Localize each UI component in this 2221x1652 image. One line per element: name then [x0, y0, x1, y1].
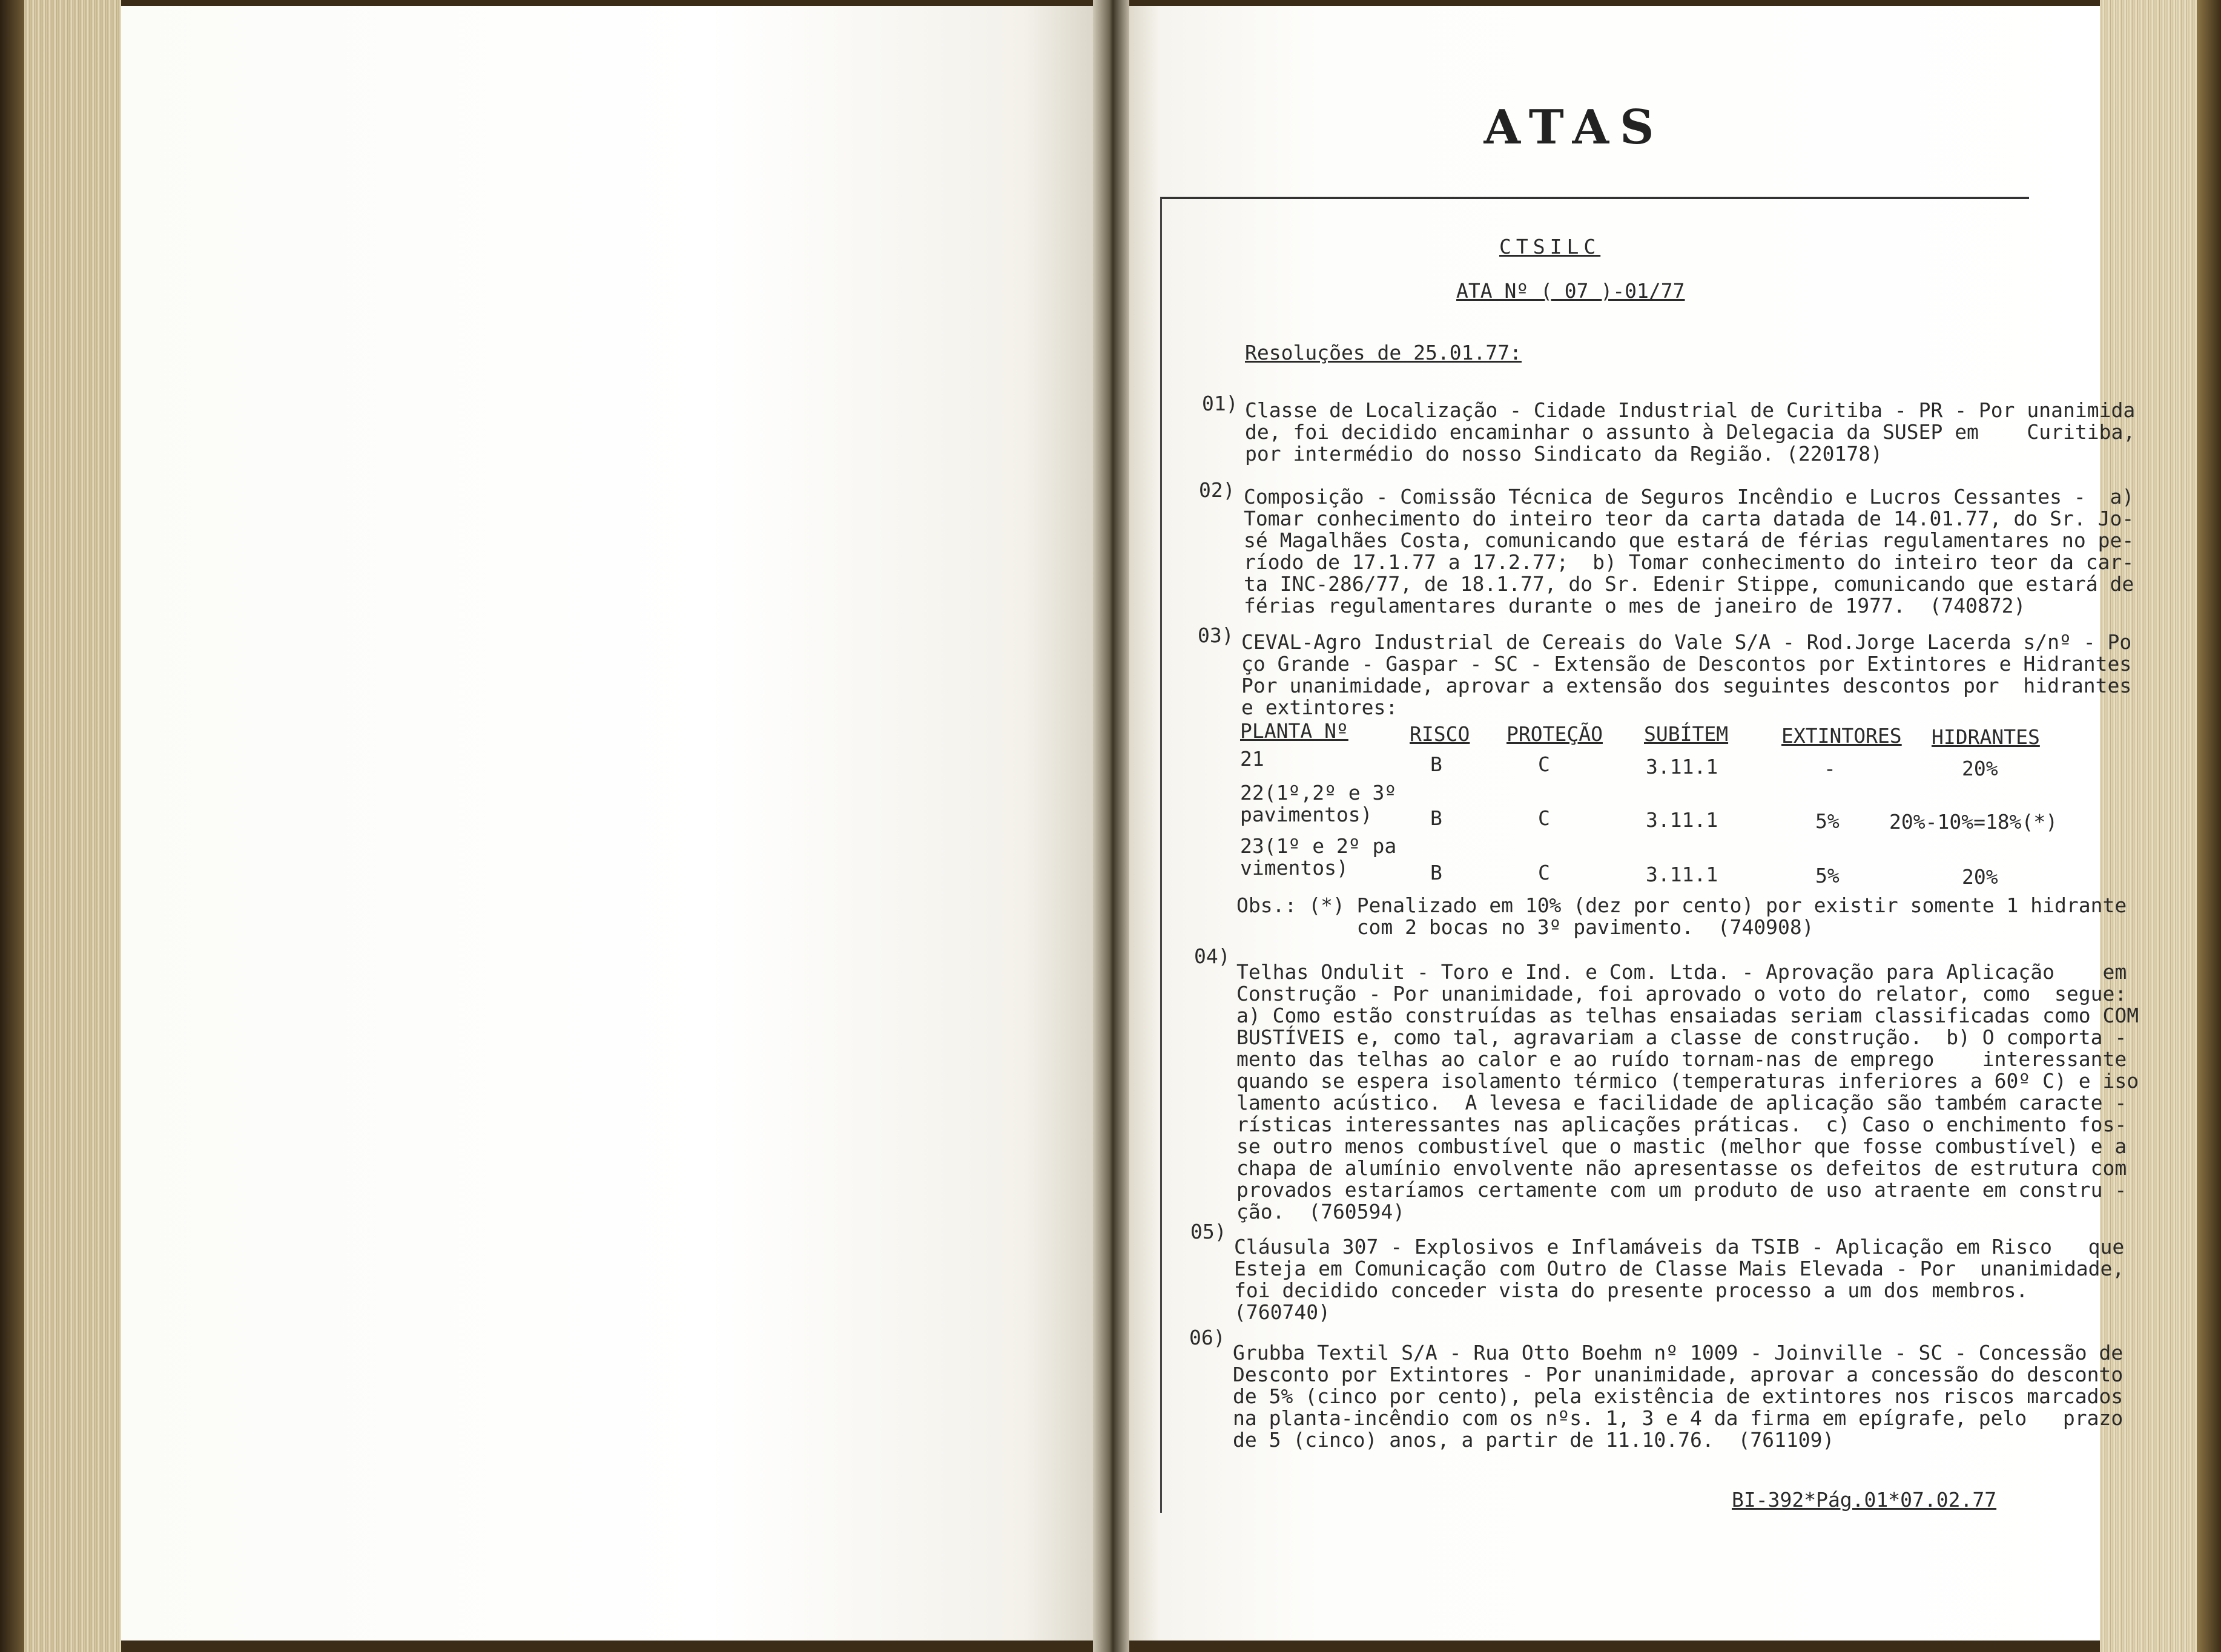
item-06-line: de 5 (cinco) anos, a partir de 11.10.76. (761109) — [1233, 1428, 1835, 1452]
item-06-line: na planta-incêndio com os nºs. 1, 3 e 4 da firma em epígrafe, pelo prazo — [1233, 1406, 2124, 1430]
item-03-line: e extintores: — [1241, 696, 1398, 719]
table-cell-hidrantes: 20% — [1962, 865, 1998, 889]
item-04-line: se outro menos combustível que o mastic (melhor que fosse combustível) e a — [1236, 1134, 2127, 1158]
item-05-line: (760740) — [1234, 1300, 1330, 1324]
item-04-line: Construção - Por unanimidade, foi aprovado o voto do relator, como segue: — [1236, 982, 2127, 1005]
item-01-line: por intermédio do nosso Sindicato da Região. (220178) — [1245, 442, 1883, 466]
item-number: 04) — [1194, 944, 1230, 968]
table-cell-planta: 21 — [1240, 747, 1264, 771]
table-cell-risco: B — [1430, 861, 1442, 884]
item-number: 05) — [1190, 1220, 1227, 1243]
page-header-title: ATAS — [1483, 100, 1665, 155]
table-cell-hidrantes: 20%-10%=18%(*) — [1889, 810, 2058, 834]
item-01-line: Classe de Localização - Cidade Industrial de Curitiba - PR - Por unanimida — [1245, 398, 2136, 422]
item-number: 03) — [1198, 624, 1234, 647]
item-number: 06) — [1189, 1326, 1226, 1349]
obs-line: com 2 bocas no 3º pavimento. (740908) — [1236, 915, 1814, 939]
item-03-line: CEVAL-Agro Industrial de Cereais do Vale S/A - Rod.Jorge Lacerda s/nº - Po — [1241, 630, 2132, 654]
table-cell-planta: 22(1º,2º e 3º pavimentos) — [1240, 781, 1397, 826]
item-04-line: BUSTÍVEIS e, como tal, agravariam a classe de construção. b) O comporta - — [1236, 1025, 2127, 1049]
item-06-line: Grubba Textil S/A - Rua Otto Boehm nº 1009 - Joinville - SC - Concessão de — [1233, 1341, 2124, 1364]
table-cell-planta: 23(1º e 2º pa vimentos) — [1240, 834, 1397, 880]
item-06-line: Desconto por Extintores - Por unanimidade, aprovar a concessão do desconto — [1233, 1363, 2124, 1386]
item-number: 02) — [1199, 478, 1235, 502]
item-06-line: de 5% (cinco por cento), pela existência de extintores nos riscos marcados — [1233, 1384, 2124, 1408]
item-02-line: sé Magalhães Costa, comunicando que estará de férias regulamentares no pe- — [1244, 528, 2134, 552]
item-05-line: Esteja em Comunicação com Outro de Classe Mais Elevada - Por unanimidade, — [1234, 1257, 2125, 1280]
item-02-line: Composição - Comissão Técnica de Seguros Incêndio e Lucros Cessantes - a) — [1244, 485, 2134, 508]
page-footer: BI-392*Pág.01*07.02.77 — [1732, 1488, 1997, 1512]
table-cell-subitem: 3.11.1 — [1646, 863, 1718, 886]
item-02-line: ta INC-286/77, de 18.1.77, do Sr. Edenir Stippe, comunicando que estará de — [1244, 572, 2134, 596]
obs-line: Obs.: (*) Penalizado em 10% (dez por cento) por existir somente 1 hidrante — [1236, 893, 2127, 917]
table-cell-hidrantes: 20% — [1962, 757, 1998, 780]
table-cell-subitem: 3.11.1 — [1646, 755, 1718, 778]
table-header-planta: PLANTA Nº — [1240, 719, 1348, 743]
item-02-line: férias regulamentares durante o mes de janeiro de 1977. (740872) — [1244, 594, 2026, 617]
item-05-line: Cláusula 307 - Explosivos e Inflamáveis da TSIB - Aplicação em Risco que — [1234, 1235, 2125, 1259]
item-03-line: ço Grande - Gaspar - SC - Extensão de Descontos por Extintores e Hidrantes — [1241, 652, 2132, 676]
table-header-risco: RISCO — [1410, 722, 1470, 746]
table-header-hidrantes: HIDRANTES — [1932, 725, 2040, 749]
table-cell-risco: B — [1430, 752, 1442, 776]
item-03-line: Por unanimidade, aprovar a extensão dos seguintes descontos por hidrantes — [1241, 674, 2132, 697]
table-cell-extintores: - — [1824, 757, 1836, 780]
item-04-line: rísticas interessantes nas aplicações práticas. c) Caso o enchimento fos- — [1236, 1113, 2127, 1136]
item-02-line: Tomar conhecimento do inteiro teor da carta datada de 14.01.77, do Sr. Jo- — [1244, 507, 2134, 530]
table-header-protecao: PROTEÇÃO — [1507, 722, 1603, 746]
table-cell-protecao: C — [1538, 806, 1550, 830]
item-04-line: quando se espera isolamento térmico (temperaturas inferiores a 60º C) e iso — [1236, 1069, 2139, 1093]
item-04-line: provados estaríamos certamente com um produto de uso atraente em constru - — [1236, 1178, 2127, 1202]
item-number: 01) — [1202, 392, 1238, 415]
left-page-edges — [24, 0, 121, 1652]
table-header-extintores: EXTINTORES — [1781, 724, 1902, 748]
item-04-line: Telhas Ondulit - Toro e Ind. e Com. Ltda. - Aprovação para Aplicação em — [1236, 960, 2127, 984]
item-04-line: lamento acústico. A levesa e facilidade de aplicação são também caracte - — [1236, 1091, 2127, 1114]
resolutions-date: Resoluções de 25.01.77: — [1245, 341, 1522, 364]
item-01-line: de, foi decidido encaminhar o assunto à Delegacia da SUSEP em Curitiba, — [1245, 420, 2136, 444]
item-04-line: a) Como estão construídas as telhas ensaiadas seriam classificadas como COM — [1236, 1004, 2139, 1027]
item-04-line: mento das telhas ao calor e ao ruído tornam-nas de emprego interessante — [1236, 1047, 2127, 1071]
table-cell-extintores: 5% — [1815, 864, 1840, 887]
table-cell-risco: B — [1430, 806, 1442, 830]
org-title: CTSILC — [1499, 235, 1601, 258]
table-cell-extintores: 5% — [1815, 809, 1840, 833]
left-page-blank — [121, 6, 1102, 1640]
item-05-line: foi decidido conceder vista do presente processo a um dos membros. — [1234, 1278, 2028, 1302]
ata-number: ATA Nº ( 07 )-01/77 — [1456, 279, 1685, 303]
book-gutter — [1093, 0, 1129, 1652]
item-04-line: chapa de alumínio envolvente não apresentasse os defeitos de estrutura com — [1236, 1156, 2127, 1180]
item-04-line: ção. (760594) — [1236, 1200, 1405, 1223]
table-cell-subitem: 3.11.1 — [1646, 808, 1718, 832]
table-cell-protecao: C — [1538, 752, 1550, 776]
table-header-subitem: SUBÍTEM — [1644, 722, 1729, 746]
item-02-line: ríodo de 17.1.77 a 17.2.77; b) Tomar conhecimento do inteiro teor da car- — [1244, 550, 2134, 574]
table-cell-protecao: C — [1538, 861, 1550, 884]
